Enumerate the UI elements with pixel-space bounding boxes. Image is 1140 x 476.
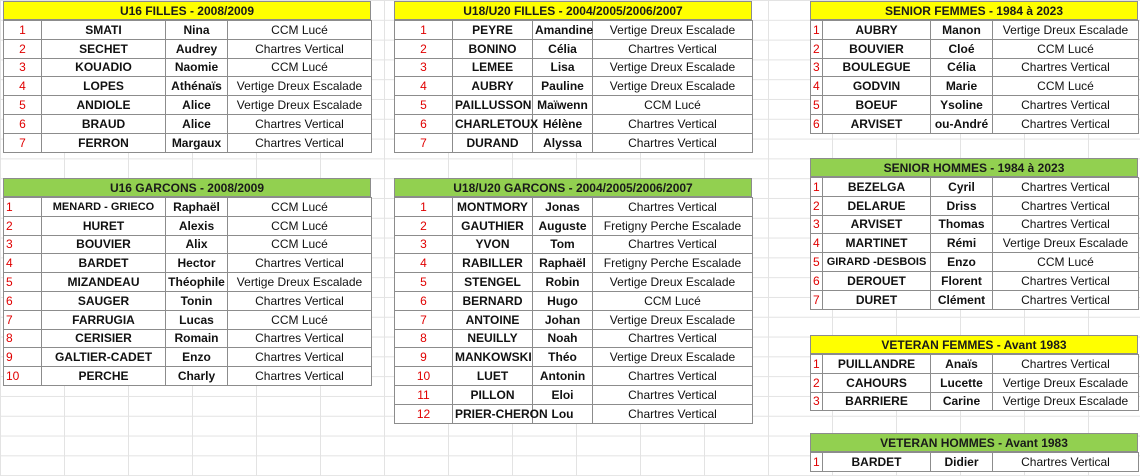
last-name-cell[interactable]: ANDIOLE (42, 96, 166, 115)
club-cell[interactable]: Vertige Dreux Escalade (593, 58, 753, 77)
last-name-cell[interactable]: GIRARD -DESBOIS (823, 253, 931, 272)
club-cell[interactable]: Chartres Vertical (993, 114, 1139, 133)
club-cell[interactable]: Fretigny Perche Escalade (593, 254, 753, 273)
first-name-cell[interactable]: Alexis (166, 216, 228, 235)
first-name-cell[interactable]: Lucette (931, 373, 993, 392)
first-name-cell[interactable]: Célia (533, 39, 593, 58)
last-name-cell[interactable]: BRAUD (42, 114, 166, 133)
first-name-cell[interactable]: Romain (166, 329, 228, 348)
table-row (4, 329, 372, 348)
rank-cell[interactable]: 6 (4, 291, 42, 310)
table-row (4, 198, 372, 217)
rank-cell[interactable]: 5 (395, 273, 453, 292)
rank-cell[interactable]: 1 (811, 21, 823, 40)
club-cell[interactable]: Chartres Vertical (993, 196, 1139, 215)
first-name-cell[interactable]: Auguste (533, 216, 593, 235)
last-name-cell[interactable]: BEZELGA (823, 178, 931, 197)
table-row (811, 58, 1139, 77)
last-name-cell[interactable]: LOPES (42, 77, 166, 96)
table-row (395, 404, 753, 423)
rank-cell[interactable]: 3 (4, 235, 42, 254)
first-name-cell[interactable]: Maïwenn (533, 96, 593, 115)
table-row (395, 77, 753, 96)
rank-cell[interactable]: 1 (811, 355, 823, 374)
rank-cell[interactable]: 2 (811, 373, 823, 392)
last-name-cell[interactable]: PRIER-CHERON (453, 404, 533, 423)
club-cell[interactable]: Vertige Dreux Escalade (593, 21, 753, 40)
club-cell[interactable]: Vertige Dreux Escalade (593, 77, 753, 96)
club-cell[interactable]: Chartres Vertical (228, 114, 372, 133)
rank-cell[interactable]: 1 (395, 21, 453, 40)
rank-cell[interactable]: 3 (395, 58, 453, 77)
table-title: U16 FILLES - 2008/2009 (3, 1, 371, 20)
first-name-cell[interactable]: Nina (166, 21, 228, 40)
rank-cell[interactable]: 7 (395, 133, 453, 152)
first-name-cell[interactable]: Johan (533, 310, 593, 329)
rank-cell[interactable]: 6 (395, 291, 453, 310)
table-row (4, 96, 372, 115)
result-table (810, 452, 1139, 472)
last-name-cell[interactable]: AUBRY (453, 77, 533, 96)
last-name-cell[interactable]: BOULEGUE (823, 58, 931, 77)
first-name-cell[interactable]: Didier (931, 453, 993, 472)
last-name-cell[interactable]: KOUADIO (42, 58, 166, 77)
last-name-cell[interactable]: DURET (823, 290, 931, 309)
first-name-cell[interactable]: Anaïs (931, 355, 993, 374)
rank-cell[interactable]: 2 (395, 39, 453, 58)
club-cell[interactable]: Chartres Vertical (228, 133, 372, 152)
last-name-cell[interactable]: MARTINET (823, 234, 931, 253)
table-title: VETERAN FEMMES - Avant 1983 (810, 335, 1138, 354)
club-cell[interactable]: CCM Lucé (228, 310, 372, 329)
table-row (395, 133, 753, 152)
table-row (4, 114, 372, 133)
last-name-cell[interactable]: PAILLUSSON (453, 96, 533, 115)
table-row (4, 254, 372, 273)
club-cell[interactable]: Vertige Dreux Escalade (228, 96, 372, 115)
table-row (811, 196, 1139, 215)
rank-cell[interactable]: 7 (4, 133, 42, 152)
club-cell[interactable]: Vertige Dreux Escalade (593, 273, 753, 292)
first-name-cell[interactable]: Carine (931, 392, 993, 411)
first-name-cell[interactable]: Florent (931, 271, 993, 290)
last-name-cell[interactable]: MONTMORY (453, 198, 533, 217)
table-title: SENIOR FEMMES - 1984 à 2023 (810, 1, 1138, 20)
rank-cell[interactable]: 4 (4, 254, 42, 273)
first-name-cell[interactable]: Audrey (166, 39, 228, 58)
last-name-cell[interactable]: DEROUET (823, 271, 931, 290)
first-name-cell[interactable]: Lisa (533, 58, 593, 77)
first-name-cell[interactable]: Lou (533, 404, 593, 423)
rank-cell[interactable]: 1 (811, 178, 823, 197)
last-name-cell[interactable]: YVON (453, 235, 533, 254)
first-name-cell[interactable]: Margaux (166, 133, 228, 152)
club-cell[interactable]: CCM Lucé (593, 291, 753, 310)
table-row (395, 216, 753, 235)
table-row (395, 96, 753, 115)
first-name-cell[interactable]: Rémi (931, 234, 993, 253)
rank-cell[interactable]: 4 (811, 234, 823, 253)
last-name-cell[interactable]: BERNARD (453, 291, 533, 310)
table-row (811, 290, 1139, 309)
table-row (4, 58, 372, 77)
rank-cell[interactable]: 3 (811, 215, 823, 234)
table-row (4, 216, 372, 235)
table-row (4, 367, 372, 386)
table-u18-filles (394, 1, 752, 153)
rank-cell[interactable]: 5 (4, 273, 42, 292)
last-name-cell[interactable]: MIZANDEAU (42, 273, 166, 292)
first-name-cell[interactable]: Raphaël (533, 254, 593, 273)
first-name-cell[interactable]: Pauline (533, 77, 593, 96)
rank-cell[interactable]: 5 (395, 96, 453, 115)
table-u16-garcons (3, 178, 371, 386)
table-row (4, 133, 372, 152)
club-cell[interactable]: Fretigny Perche Escalade (593, 216, 753, 235)
first-name-cell[interactable]: Hector (166, 254, 228, 273)
club-cell[interactable]: Chartres Vertical (228, 254, 372, 273)
result-table (394, 197, 753, 424)
club-cell[interactable]: Chartres Vertical (593, 329, 753, 348)
first-name-cell[interactable]: Alix (166, 235, 228, 254)
last-name-cell[interactable]: HURET (42, 216, 166, 235)
first-name-cell[interactable]: Clément (931, 290, 993, 309)
club-cell[interactable]: Chartres Vertical (593, 404, 753, 423)
table-row (811, 373, 1139, 392)
rank-cell[interactable]: 6 (4, 114, 42, 133)
last-name-cell[interactable]: BARDET (823, 453, 931, 472)
rank-cell[interactable]: 5 (4, 96, 42, 115)
last-name-cell[interactable]: RABILLER (453, 254, 533, 273)
last-name-cell[interactable]: GODVIN (823, 77, 931, 96)
first-name-cell[interactable]: Raphaël (166, 198, 228, 217)
last-name-cell[interactable]: FERRON (42, 133, 166, 152)
rank-cell[interactable]: 7 (811, 290, 823, 309)
table-row (395, 273, 753, 292)
rank-cell[interactable]: 10 (4, 367, 42, 386)
last-name-cell[interactable]: CAHOURS (823, 373, 931, 392)
table-row (4, 21, 372, 40)
table-row (811, 355, 1139, 374)
result-table (810, 177, 1139, 310)
table-senior-femmes (810, 1, 1138, 134)
club-cell[interactable]: CCM Lucé (993, 39, 1139, 58)
club-cell[interactable]: Chartres Vertical (228, 39, 372, 58)
table-title: VETERAN HOMMES - Avant 1983 (810, 433, 1138, 452)
rank-cell[interactable]: 5 (811, 253, 823, 272)
first-name-cell[interactable]: Athénaïs (166, 77, 228, 96)
rank-cell[interactable]: 3 (395, 235, 453, 254)
rank-cell[interactable]: 2 (395, 216, 453, 235)
first-name-cell[interactable]: Tonin (166, 291, 228, 310)
table-row (395, 367, 753, 386)
club-cell[interactable]: Chartres Vertical (993, 58, 1139, 77)
table-u16-filles (3, 1, 371, 153)
rank-cell[interactable]: 7 (4, 310, 42, 329)
first-name-cell[interactable]: Antonin (533, 367, 593, 386)
first-name-cell[interactable]: Célia (931, 58, 993, 77)
table-title: U18/U20 GARCONS - 2004/2005/2006/2007 (394, 178, 752, 197)
club-cell[interactable]: CCM Lucé (993, 253, 1139, 272)
first-name-cell[interactable]: Amandine (533, 21, 593, 40)
rank-cell[interactable]: 4 (395, 77, 453, 96)
first-name-cell[interactable]: Tom (533, 235, 593, 254)
table-row (4, 291, 372, 310)
table-row (4, 39, 372, 58)
club-cell[interactable]: Chartres Vertical (228, 348, 372, 367)
table-row (811, 392, 1139, 411)
last-name-cell[interactable]: PILLON (453, 385, 533, 404)
table-veteran-hommes (810, 433, 1138, 472)
last-name-cell[interactable]: BOUVIER (823, 39, 931, 58)
result-table (810, 20, 1139, 134)
rank-cell[interactable]: 1 (4, 21, 42, 40)
last-name-cell[interactable]: DELARUE (823, 196, 931, 215)
first-name-cell[interactable]: Lucas (166, 310, 228, 329)
table-row (4, 273, 372, 292)
rank-cell[interactable]: 4 (395, 254, 453, 273)
table-row (4, 77, 372, 96)
club-cell[interactable]: Chartres Vertical (593, 367, 753, 386)
first-name-cell[interactable]: Cloé (931, 39, 993, 58)
club-cell[interactable]: Chartres Vertical (228, 329, 372, 348)
last-name-cell[interactable]: BOUVIER (42, 235, 166, 254)
club-cell[interactable]: Chartres Vertical (593, 114, 753, 133)
table-title: SENIOR HOMMES - 1984 à 2023 (810, 158, 1138, 177)
last-name-cell[interactable]: BARRIERE (823, 392, 931, 411)
club-cell[interactable]: Vertige Dreux Escalade (593, 310, 753, 329)
table-row (395, 310, 753, 329)
last-name-cell[interactable]: GAUTHIER (453, 216, 533, 235)
last-name-cell[interactable]: DURAND (453, 133, 533, 152)
table-row (4, 348, 372, 367)
result-table (3, 20, 372, 153)
table-veteran-femmes (810, 335, 1138, 411)
table-title: U18/U20 FILLES - 2004/2005/2006/2007 (394, 1, 752, 20)
club-cell[interactable]: Chartres Vertical (993, 453, 1139, 472)
result-table (394, 20, 753, 153)
first-name-cell[interactable]: Théophile (166, 273, 228, 292)
table-row (395, 235, 753, 254)
club-cell[interactable]: Chartres Vertical (993, 178, 1139, 197)
last-name-cell[interactable]: FARRUGIA (42, 310, 166, 329)
table-row (395, 21, 753, 40)
rank-cell[interactable]: 4 (4, 77, 42, 96)
last-name-cell[interactable]: NEUILLY (453, 329, 533, 348)
table-row (395, 114, 753, 133)
rank-cell[interactable]: 2 (4, 216, 42, 235)
club-cell[interactable]: Vertige Dreux Escalade (228, 273, 372, 292)
club-cell[interactable]: CCM Lucé (228, 235, 372, 254)
result-table (810, 354, 1139, 411)
last-name-cell[interactable]: ARVISET (823, 114, 931, 133)
first-name-cell[interactable]: Thomas (931, 215, 993, 234)
first-name-cell[interactable]: Robin (533, 273, 593, 292)
table-row (811, 253, 1139, 272)
table-row (395, 58, 753, 77)
last-name-cell[interactable]: MANKOWSKI (453, 348, 533, 367)
rank-cell[interactable]: 1 (4, 198, 42, 217)
club-cell[interactable]: Chartres Vertical (993, 355, 1139, 374)
table-row (4, 310, 372, 329)
club-cell[interactable]: Chartres Vertical (593, 385, 753, 404)
table-row (811, 178, 1139, 197)
last-name-cell[interactable]: BARDET (42, 254, 166, 273)
last-name-cell[interactable]: MENARD - GRIECO (42, 198, 166, 217)
club-cell[interactable]: Chartres Vertical (993, 215, 1139, 234)
first-name-cell[interactable]: Alyssa (533, 133, 593, 152)
table-row (395, 385, 753, 404)
last-name-cell[interactable]: SECHET (42, 39, 166, 58)
club-cell[interactable]: Vertige Dreux Escalade (228, 77, 372, 96)
first-name-cell[interactable]: Alice (166, 114, 228, 133)
table-row (395, 254, 753, 273)
first-name-cell[interactable]: Ysoline (931, 96, 993, 115)
table-row (811, 114, 1139, 133)
rank-cell[interactable]: 6 (395, 114, 453, 133)
club-cell[interactable]: Chartres Vertical (593, 235, 753, 254)
first-name-cell[interactable]: Hugo (533, 291, 593, 310)
rank-cell[interactable]: 9 (4, 348, 42, 367)
rank-cell[interactable]: 8 (395, 329, 453, 348)
first-name-cell[interactable]: ou-André (931, 114, 993, 133)
rank-cell[interactable]: 2 (811, 39, 823, 58)
club-cell[interactable]: CCM Lucé (228, 216, 372, 235)
first-name-cell[interactable]: Alice (166, 96, 228, 115)
club-cell[interactable]: CCM Lucé (593, 96, 753, 115)
table-row (395, 348, 753, 367)
rank-cell[interactable]: 12 (395, 404, 453, 423)
club-cell[interactable]: Chartres Vertical (228, 291, 372, 310)
first-name-cell[interactable]: Eloi (533, 385, 593, 404)
table-row (395, 198, 753, 217)
club-cell[interactable]: CCM Lucé (228, 21, 372, 40)
last-name-cell[interactable]: PERCHE (42, 367, 166, 386)
club-cell[interactable]: CCM Lucé (993, 77, 1139, 96)
table-row (4, 235, 372, 254)
last-name-cell[interactable]: BOEUF (823, 96, 931, 115)
last-name-cell[interactable]: CHARLETOUX (453, 114, 533, 133)
rank-cell[interactable]: 2 (4, 39, 42, 58)
table-title: U16 GARCONS - 2008/2009 (3, 178, 371, 197)
last-name-cell[interactable]: LUET (453, 367, 533, 386)
club-cell[interactable]: Vertige Dreux Escalade (593, 348, 753, 367)
table-u18-garcons (394, 178, 752, 424)
rank-cell[interactable]: 6 (811, 114, 823, 133)
last-name-cell[interactable]: ANTOINE (453, 310, 533, 329)
rank-cell[interactable]: 11 (395, 385, 453, 404)
first-name-cell[interactable]: Hélène (533, 114, 593, 133)
rank-cell[interactable]: 4 (811, 77, 823, 96)
table-row (395, 329, 753, 348)
table-row (811, 234, 1139, 253)
last-name-cell[interactable]: CERISIER (42, 329, 166, 348)
rank-cell[interactable]: 3 (811, 392, 823, 411)
last-name-cell[interactable]: SAUGER (42, 291, 166, 310)
club-cell[interactable]: CCM Lucé (228, 198, 372, 217)
first-name-cell[interactable]: Cyril (931, 178, 993, 197)
club-cell[interactable]: Vertige Dreux Escalade (993, 392, 1139, 411)
table-row (811, 271, 1139, 290)
rank-cell[interactable]: 5 (811, 96, 823, 115)
first-name-cell[interactable]: Enzo (931, 253, 993, 272)
table-row (811, 453, 1139, 472)
last-name-cell[interactable]: ARVISET (823, 215, 931, 234)
rank-cell[interactable]: 3 (4, 58, 42, 77)
club-cell[interactable]: Vertige Dreux Escalade (993, 234, 1139, 253)
first-name-cell[interactable]: Driss (931, 196, 993, 215)
rank-cell[interactable]: 3 (811, 58, 823, 77)
last-name-cell[interactable]: PUILLANDRE (823, 355, 931, 374)
first-name-cell[interactable]: Enzo (166, 348, 228, 367)
last-name-cell[interactable]: LEMEE (453, 58, 533, 77)
table-row (811, 215, 1139, 234)
first-name-cell[interactable]: Manon (931, 21, 993, 40)
club-cell[interactable]: CCM Lucé (228, 58, 372, 77)
club-cell[interactable]: Chartres Vertical (593, 133, 753, 152)
club-cell[interactable]: Chartres Vertical (993, 96, 1139, 115)
table-senior-hommes (810, 158, 1138, 310)
last-name-cell[interactable]: BONINO (453, 39, 533, 58)
last-name-cell[interactable]: AUBRY (823, 21, 931, 40)
rank-cell[interactable]: 8 (4, 329, 42, 348)
club-cell[interactable]: Chartres Vertical (593, 39, 753, 58)
first-name-cell[interactable]: Naomie (166, 58, 228, 77)
club-cell[interactable]: Vertige Dreux Escalade (993, 373, 1139, 392)
table-row (811, 21, 1139, 40)
last-name-cell[interactable]: STENGEL (453, 273, 533, 292)
club-cell[interactable]: Chartres Vertical (593, 198, 753, 217)
result-table (3, 197, 372, 386)
club-cell[interactable]: Chartres Vertical (993, 290, 1139, 309)
club-cell[interactable]: Chartres Vertical (993, 271, 1139, 290)
first-name-cell[interactable]: Théo (533, 348, 593, 367)
table-row (811, 39, 1139, 58)
rank-cell[interactable]: 6 (811, 271, 823, 290)
table-row (811, 77, 1139, 96)
first-name-cell[interactable]: Charly (166, 367, 228, 386)
last-name-cell[interactable]: SMATI (42, 21, 166, 40)
first-name-cell[interactable]: Marie (931, 77, 993, 96)
rank-cell[interactable]: 2 (811, 196, 823, 215)
rank-cell[interactable]: 1 (811, 453, 823, 472)
club-cell[interactable]: Vertige Dreux Escalade (993, 21, 1139, 40)
rank-cell[interactable]: 10 (395, 367, 453, 386)
first-name-cell[interactable]: Jonas (533, 198, 593, 217)
last-name-cell[interactable]: PEYRE (453, 21, 533, 40)
rank-cell[interactable]: 9 (395, 348, 453, 367)
table-row (811, 96, 1139, 115)
table-row (395, 39, 753, 58)
rank-cell[interactable]: 7 (395, 310, 453, 329)
rank-cell[interactable]: 1 (395, 198, 453, 217)
first-name-cell[interactable]: Noah (533, 329, 593, 348)
club-cell[interactable]: Chartres Vertical (228, 367, 372, 386)
table-row (395, 291, 753, 310)
last-name-cell[interactable]: GALTIER-CADET (42, 348, 166, 367)
